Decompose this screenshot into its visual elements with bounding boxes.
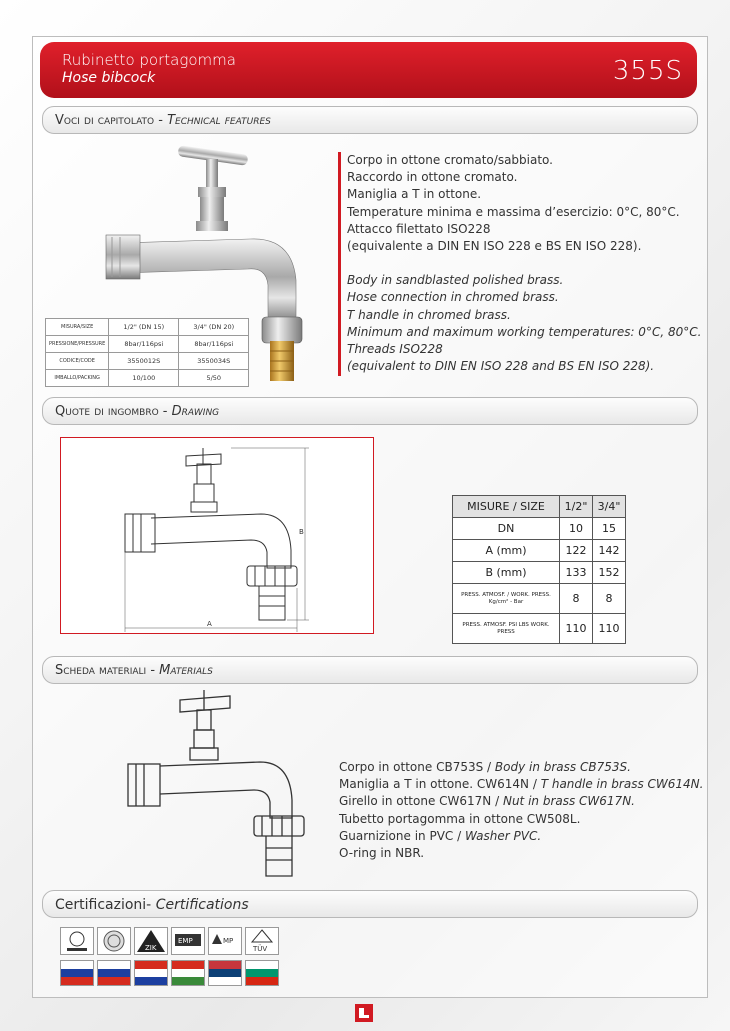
feature-line: Minimum and maximum working temperatures: 0°C, 80°C.: [347, 324, 702, 339]
table-cell: PRESS. ATMOSF. / WORK. PRESS. Kg/cm² - Bar: [453, 584, 560, 614]
flag-serbia-icon: [208, 960, 242, 986]
material-it: Girello in ottone CW617N /: [339, 794, 503, 809]
dimension-b-label: B: [299, 528, 304, 536]
section-title-en: Drawing: [171, 404, 220, 419]
table-cell: 3/4" (DN 20): [179, 319, 249, 336]
product-title-en: Hose bibcock: [62, 70, 156, 86]
table-row: [453, 518, 626, 540]
table-cell: 15: [593, 518, 626, 540]
size-spec-table: [452, 495, 626, 644]
table-row: [453, 584, 626, 614]
feature-line: T handle in chromed brass.: [347, 307, 511, 322]
material-it: Guarnizione in PVC /: [339, 828, 465, 843]
table-cell: MISURE / SIZE: [453, 496, 560, 518]
seal-icon: [97, 927, 131, 955]
table-cell: 8: [593, 584, 626, 614]
table-header-row: [453, 496, 626, 518]
table-cell: CODICE/CODE: [46, 353, 109, 370]
feature-line: Attacco filettato ISO228: [347, 221, 491, 236]
table-cell: 142: [593, 540, 626, 562]
feature-line: Body in sandblasted polished brass.: [347, 273, 564, 288]
product-title-it: Rubinetto portagomma: [62, 51, 236, 69]
table-row: [453, 614, 626, 644]
table-cell: 3550034S: [179, 353, 249, 370]
feature-line: (equivalente a DIN EN ISO 228 e BS EN ISO 228).: [347, 239, 642, 254]
table-cell: 3550012S: [109, 353, 179, 370]
list-item: [339, 759, 703, 776]
material-it: Corpo in ottone CB753S /: [339, 760, 495, 774]
table-cell: DN: [453, 518, 560, 540]
svg-text:TÜV: TÜV: [253, 945, 268, 953]
features-it: [347, 152, 701, 255]
emp-icon: [171, 927, 205, 955]
section-technical-features: [42, 106, 698, 134]
table-row: [453, 540, 626, 562]
table-cell: 5/50: [179, 370, 249, 387]
material-it: Tubetto portagomma in ottone CW508L.: [339, 811, 581, 826]
feature-line: Hose connection in chromed brass.: [347, 290, 559, 305]
section-title-it: Voci di capitolato -: [55, 113, 168, 128]
list-item: [339, 828, 703, 845]
feature-line: (equivalent to DIN EN ISO 228 and BS EN ISO 228).: [347, 359, 655, 374]
feature-line: Corpo in ottone cromato/sabbiato.: [347, 153, 553, 167]
table-cell: IMBALLO/PACKING: [46, 370, 109, 387]
materials-drawing: [120, 690, 320, 885]
list-item: [339, 776, 703, 793]
table-cell: 152: [593, 562, 626, 584]
section-materials: [42, 656, 698, 684]
table-cell: 1/2": [560, 496, 593, 518]
feature-line: Threads ISO228: [347, 342, 443, 357]
table-cell: 10: [560, 518, 593, 540]
section-title-it: Quote di ingombro -: [55, 404, 172, 419]
list-item: [339, 793, 703, 810]
table-cell: 10/100: [109, 370, 179, 387]
accent-rule: [338, 152, 341, 376]
feature-line: Maniglia a T in ottone.: [347, 187, 482, 202]
material-en: Washer PVC.: [464, 828, 542, 843]
zik-icon: [134, 927, 168, 955]
material-en: Body in brass CB753S.: [494, 760, 631, 774]
table-row: [453, 562, 626, 584]
section-title-it: Certificazioni-: [55, 897, 156, 913]
table-cell: 133: [560, 562, 593, 584]
table-cell: 8bar/116psi: [109, 336, 179, 353]
dimension-a-label: A: [207, 620, 212, 628]
flag-russia-icon: [97, 960, 131, 986]
table-cell: 3/4": [593, 496, 626, 518]
list-item: [339, 845, 703, 862]
table-row: [46, 336, 249, 353]
materials-list: [339, 759, 703, 862]
dimension-drawing-svg: [61, 438, 373, 633]
mp-icon: [208, 927, 242, 955]
emblem-icon: [60, 927, 94, 955]
table-cell: B (mm): [453, 562, 560, 584]
svg-text:EMP: EMP: [178, 937, 193, 945]
svg-text:MP: MP: [223, 937, 234, 945]
table-cell: 8: [560, 584, 593, 614]
tuv-icon: [245, 927, 279, 955]
section-title-en: Technical features: [167, 113, 271, 128]
section-drawing: [42, 397, 698, 425]
section-title-it: Scheda materiali -: [55, 663, 160, 678]
flag-hungary-icon: [171, 960, 205, 986]
product-code: 355S: [612, 56, 683, 86]
product-header: [40, 42, 697, 98]
table-cell: 110: [560, 614, 593, 644]
material-en: Nut in brass CW617N.: [502, 794, 635, 809]
table-cell: 110: [593, 614, 626, 644]
table-cell: 122: [560, 540, 593, 562]
table-row: [46, 353, 249, 370]
material-en: T handle in brass CW614N.: [540, 777, 704, 792]
brand-logo-icon: [355, 1004, 373, 1022]
feature-line: Temperature minima e massima d’esercizio: 0°C, 80°C.: [347, 204, 680, 219]
feature-line: Raccordo in ottone cromato.: [347, 170, 518, 185]
material-it: O-ring in NBR.: [339, 846, 425, 861]
table-cell: PRESS. ATMOSF. PSI LBS WORK. PRESS: [453, 614, 560, 644]
dimension-drawing: [60, 437, 374, 634]
svg-text:ZIK: ZIK: [145, 944, 157, 952]
features-en: [347, 272, 701, 375]
material-it: Maniglia a T in ottone. CW614N /: [339, 777, 541, 792]
section-certifications: [42, 890, 698, 918]
table-cell: 1/2" (DN 15): [109, 319, 179, 336]
table-row: [46, 319, 249, 336]
table-cell: PRESSIONE/PRESSURE: [46, 336, 109, 353]
small-spec-table: [45, 318, 249, 387]
table-cell: A (mm): [453, 540, 560, 562]
flag-croatia-icon: [134, 960, 168, 986]
table-cell: MISURA/SIZE: [46, 319, 109, 336]
flag-russia-icon: [60, 960, 94, 986]
features-text: [347, 152, 701, 375]
flag-bulgaria-icon: [245, 960, 279, 986]
table-cell: 8bar/116psi: [179, 336, 249, 353]
section-title-en: Materials: [159, 663, 213, 678]
table-row: [46, 370, 249, 387]
list-item: [339, 811, 703, 828]
section-title-en: Certifications: [155, 897, 249, 913]
